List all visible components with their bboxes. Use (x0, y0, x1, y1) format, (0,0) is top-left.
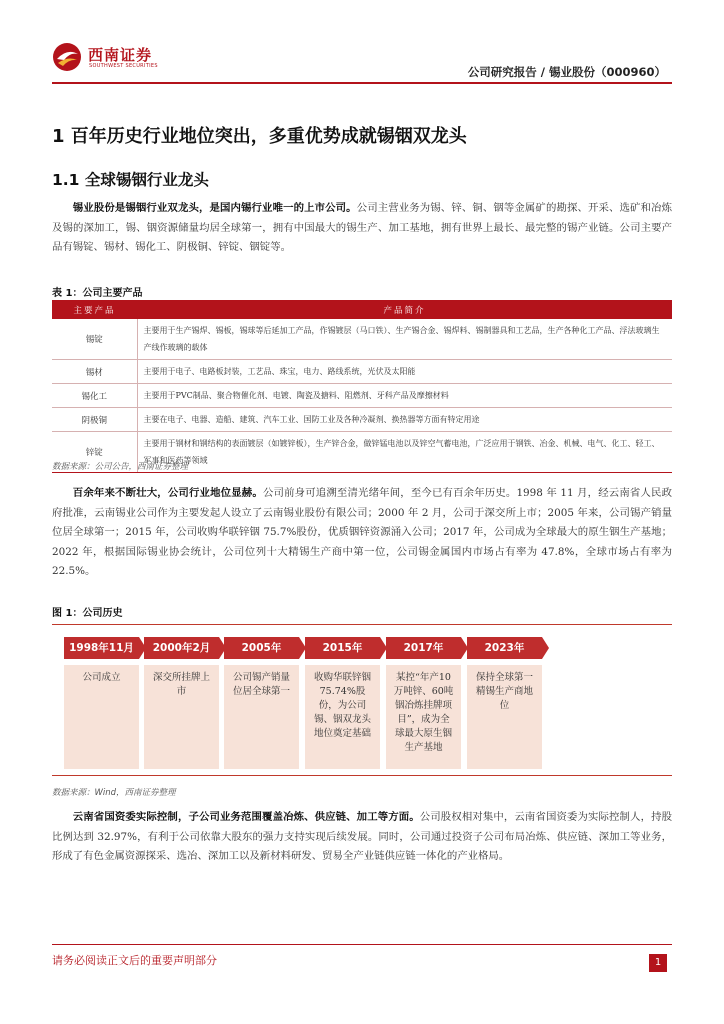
paragraph-lead: 百余年来不断壮大，公司行业地位显赫。 (72, 487, 263, 499)
table-source: 数据来源：公司公告，西南证券整理 (52, 462, 189, 472)
paragraph-lead: 锡业股份是锡铟行业双龙头，是国内锡行业唯一的上市公司。 (72, 202, 357, 214)
paragraph-body: 公司前身可追溯至清光绪年间，至今已有百余年历史。1998 年 11 月，经云南省人民政府批准，云南锡业公司作为主要发起人设立了云南锡业股份有限公司；2000 年 2 月，公司于深交所上市；2005 年来，公司锡产销量位居全球第一；2015 年，公司收购华联锌铟 75.7%股份，优质铟锌资源涌入公司；2017 年，公司成为全球最大的原生铟生产基地；2022 年，根据国际锡业协会统计，公司位列十大精锡生产商中第一位，公司锡金属国内市场占有率为 47.8%，全球市场占有率为 22.5%。 (52, 487, 672, 578)
logo-chinese: 西南证券 (88, 46, 153, 64)
timeline-year: 1998年11月 (64, 637, 139, 659)
products-table (52, 300, 672, 473)
table-header-row (52, 300, 672, 319)
timeline-event: 公司成立 (64, 665, 139, 769)
timeline-event: 深交所挂牌上市 (144, 665, 219, 769)
product-name: 锡锭 (52, 319, 137, 360)
timeline-year: 2015年 (305, 637, 380, 659)
paragraph-ownership (52, 808, 672, 867)
footer-divider (52, 944, 672, 945)
column-header-product: 主要产品 (52, 300, 137, 319)
product-description: 主要在电子、电器、造船、建筑、汽车工业、国防工业及各种冷凝剂、换热器等方面有特定用途 (137, 408, 672, 432)
company-logo (52, 40, 162, 76)
figure-source: 数据来源：Wind，西南证券整理 (52, 788, 176, 798)
logo-english: SOUTHWEST SECURITIES (89, 63, 158, 69)
product-description: 主要用于生产锡焊、锡板，锡球等后延加工产品，作锡镀层（马口铁）、生产锡合金、锡焊料、锡制器具和工艺品，生产各种化工产品、浮法玻璃生产线作玻璃的载体 (137, 319, 672, 360)
table-row (52, 408, 672, 432)
header-divider (52, 82, 672, 84)
product-description: 主要用于钢材和钢结构的表面镀层（如镀锌板），生产锌合金，做锌锰电池以及锌空气蓄电池，广泛应用于钢铁、冶金、机械、电气、化工、轻工、军事和医药等领域 (137, 432, 672, 473)
table-row (52, 384, 672, 408)
figure-caption: 图 1：公司历史 (52, 608, 123, 619)
paragraph-overview (52, 199, 672, 258)
timeline-event: 某控“年产10万吨锌、60吨铟冶炼挂牌项目”，成为全球最大原生铟生产基地 (386, 665, 461, 769)
timeline-year: 2017年 (386, 637, 461, 659)
product-description: 主要用于电子、电路板封装，工艺品、珠宝，电力、路线系统，光伏及太阳能 (137, 360, 672, 384)
timeline-year: 2005年 (224, 637, 299, 659)
page-header (0, 0, 724, 84)
table-row (52, 319, 672, 360)
product-name: 锌锭 (52, 432, 137, 473)
footer-disclaimer: 请务必阅读正文后的重要声明部分 (52, 954, 217, 967)
product-name: 锡化工 (52, 384, 137, 408)
product-name: 阴极铜 (52, 408, 137, 432)
subsection-heading: 1.1 全球锡铟行业龙头 (52, 171, 209, 189)
timeline-year: 2000年2月 (144, 637, 219, 659)
timeline-year: 2023年 (467, 637, 542, 659)
timeline-event: 收购华联锌铟75.74%股份，为公司锡、铟双龙头地位奠定基础 (305, 665, 380, 769)
logo-mark-icon (52, 42, 82, 72)
paragraph-body: 公司主营业务为锡、锌、铜、铟等金属矿的勘探、开采、选矿和冶炼及锡的深加工，锡、铟资源储量均居全球第一，拥有中国最大的锡生产、加工基地，拥有世界上最长、最完整的锡产业链。公司主要产品有锡锭、锡材、锡化工、阴极铜、锌锭、铟锭等。 (52, 202, 672, 254)
section-heading: 1 百年历史行业地位突出，多重优势成就锡铟双龙头 (52, 126, 467, 147)
history-timeline (52, 624, 672, 776)
page-number: 1 (649, 954, 667, 972)
table-row (52, 360, 672, 384)
report-title: 公司研究报告 / 锡业股份（000960） (467, 65, 666, 79)
paragraph-history (52, 484, 672, 582)
paragraph-body: 公司股权相对集中，云南省国资委为实际控制人，持股比例达到 32.97%，有利于公司依靠大股东的强力支持实现后续发展。同时，公司通过投资子公司布局冶炼、供应链、深加工等业务，形成了有色金属资源探采、选冶、深加工以及新材料研发、贸易全产业链供应链一体化的产业格局。 (52, 811, 673, 863)
timeline-event: 公司锡产销量位居全球第一 (224, 665, 299, 769)
product-name: 锡材 (52, 360, 137, 384)
paragraph-lead: 云南省国资委实际控制，子公司业务范围覆盖冶炼、供应链、加工等方面。 (72, 811, 420, 823)
table-caption: 表 1：公司主要产品 (52, 288, 143, 299)
column-header-description: 产品简介 (137, 300, 672, 319)
product-description: 主要用于PVC制品、聚合物催化剂、电镀、陶瓷及搪料、阻燃剂、牙科产品及摩擦材料 (137, 384, 672, 408)
timeline-event: 保持全球第一精锡生产商地位 (467, 665, 542, 769)
